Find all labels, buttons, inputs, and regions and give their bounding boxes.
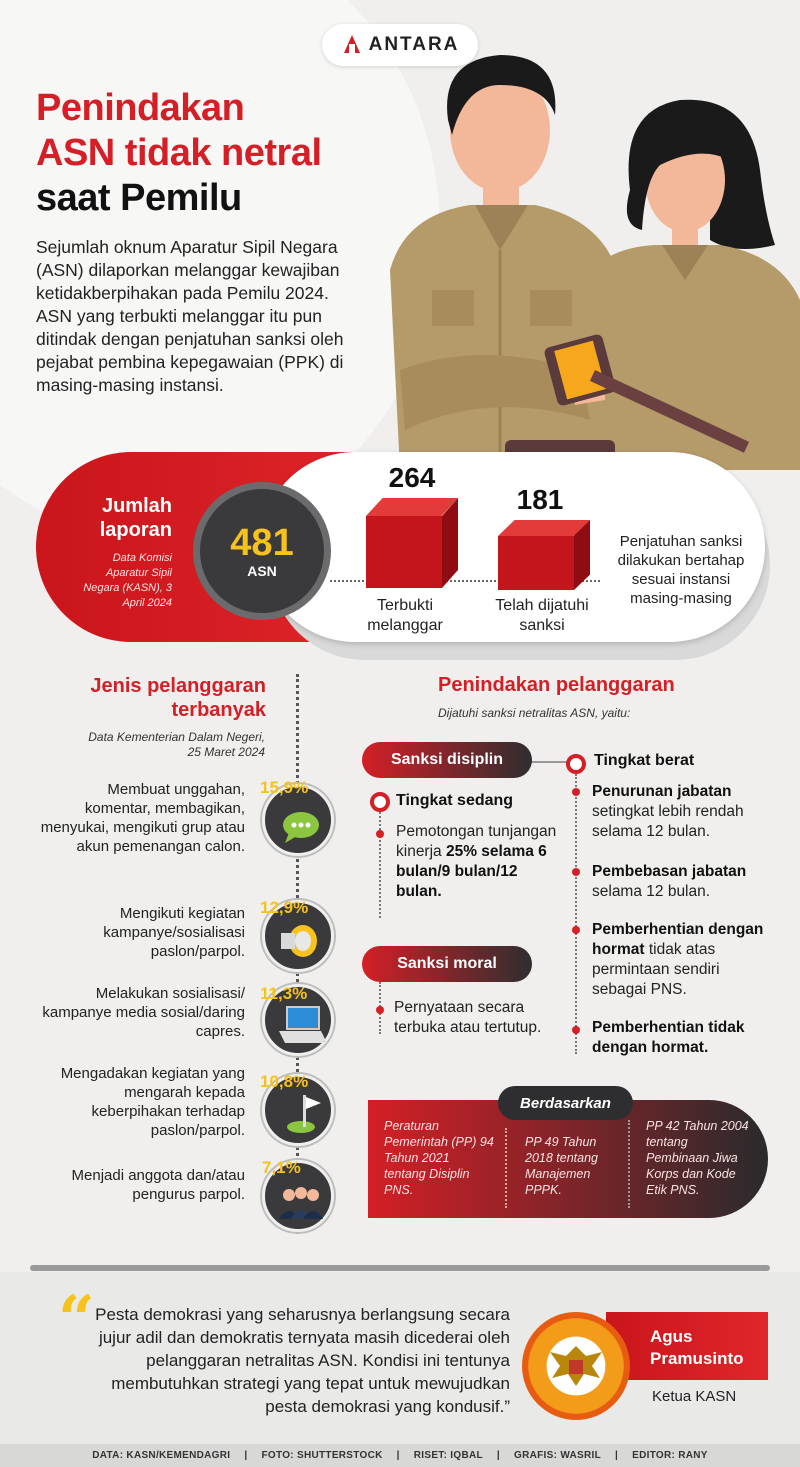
speaker-name: Agus Pramusinto (650, 1327, 744, 1368)
sanksi-disiplin-pill: Sanksi disiplin (362, 742, 532, 778)
intro-paragraph: Sejumlah oknum Aparatur Sipil Negara (ASN) dilaporkan melanggar kewajiban ketidakberpihakan pada Pemilu 2024. ASN yang terbukti melanggar itu pun ditindak dengan penjatuhan sanksi oleh pejabat pembina kepegawaian (PPK) di masing-masing instansi. (36, 237, 344, 395)
berat-2-bold: Pembebasan jabatan (592, 863, 747, 880)
sanctioned-value: 181 (516, 484, 564, 515)
antara-mark-icon (341, 34, 363, 56)
legal-basis-3: PP 42 Tahun 2004 tentang Pembinaan Jiwa Korps dan Kode Etik PNS. (646, 1119, 749, 1197)
total-reports-circle (193, 482, 331, 620)
credit-data: DATA: KASN/KEMENDAGRI (92, 1450, 231, 1461)
sedang-line (379, 812, 381, 918)
sanksi-moral-pill: Sanksi moral (362, 946, 532, 982)
sedang-node (370, 792, 390, 812)
violation-5-pct: 7,1% (262, 1158, 301, 1177)
moral-bullet (376, 1006, 384, 1014)
title-line-3: saat Pemilu (36, 177, 242, 219)
antara-logo (322, 24, 478, 66)
legal-basis-1: Peraturan Pemerintah (PP) 94 Tahun 2021 tentang Disiplin PNS. (384, 1119, 494, 1197)
moral-text: Pernyataan secara terbuka atau tertutup. (394, 999, 542, 1036)
sedang-bullet (376, 830, 384, 838)
credit-sep-4: | (615, 1450, 619, 1461)
section-separator (30, 1265, 770, 1271)
speaker-role: Ketua KASN (652, 1388, 737, 1405)
berat-1-text (592, 782, 772, 842)
proven-label: Terbukti melanggar (367, 597, 443, 634)
enforcement-title: Penindakan pelanggaran (438, 674, 675, 696)
violations-source: Data Kementerian Dalam Negeri, 25 Maret 2024 (88, 730, 265, 759)
berat-3-bullet (572, 926, 580, 934)
berat-2-normal: selama 12 bulan. (592, 883, 711, 900)
credit-research: RISET: IQBAL (413, 1450, 483, 1461)
berat-4-bullet (572, 1026, 580, 1034)
proven-value: 264 (388, 462, 436, 493)
credit-sep-1: | (244, 1450, 248, 1461)
violation-1-text: Membuat unggahan, komentar, membagikan, menyukai, mengikuti grup atau akun pemenangan calon. (40, 781, 245, 855)
credit-graphics: GRAFIS: WASRIL (514, 1450, 602, 1461)
credits-footer (0, 1444, 800, 1467)
berat-3-text (592, 920, 772, 1000)
sedang-title: Tingkat sedang (396, 792, 514, 809)
total-reports-value: 481 (230, 522, 294, 564)
berat-2-text (592, 862, 772, 902)
violation-2-text: Mengikuti kegiatan kampanye/sosialisasi paslon/parpol. (103, 905, 245, 960)
civil-servants-illustration (380, 40, 800, 470)
berat-2-bullet (572, 868, 580, 876)
garuda-icon (522, 1312, 630, 1420)
violation-5-text: Menjadi anggota dan/atau pengurus parpol. (71, 1167, 245, 1203)
quote-mark-icon: “ (58, 1282, 95, 1357)
sedang-text-bold: 25% selama 6 bulan/9 bulan/12 bulan. (396, 843, 547, 900)
berat-node (566, 754, 586, 774)
berat-1-normal: setingkat lebih rendah selama 12 bulan. (592, 803, 744, 840)
page-title (36, 86, 322, 221)
violation-2-pct: 12,9% (260, 898, 309, 917)
violation-4-pct: 10,8% (260, 1072, 309, 1091)
title-line-2: ASN tidak netral (36, 132, 322, 174)
berat-1-bullet (572, 788, 580, 796)
berat-4-bold: Pemberhentian tidak dengan hormat. (592, 1019, 745, 1056)
berat-3-normal: tidak atas permintaan sendiri sebagai PNS. (592, 941, 720, 998)
berat-title: Tingkat berat (594, 752, 695, 769)
violation-1-pct: 15,9% (260, 778, 309, 797)
total-reports-unit: ASN (247, 563, 277, 579)
credit-editor: EDITOR: RANY (632, 1450, 708, 1461)
legal-basis-label: Berdasarkan (498, 1086, 633, 1120)
legal-basis-2: PP 49 Tahun 2018 tentang Manajemen PPPK. (525, 1135, 598, 1197)
credit-sep-2: | (396, 1450, 400, 1461)
quote-text: Pesta demokrasi yang seharusnya berlangsung secara jujur adil dan demokratis ternyata masih dicederai oleh pelanggaran netralitas ASN. Kondisi ini tentunya membutuhkan strategi yang tepat untuk mewujudkan pesta demokrasi yang kondusif.” (95, 1305, 510, 1416)
logo-text: ANTARA (368, 34, 460, 55)
title-line-1: Penindakan (36, 87, 245, 129)
enforcement-subtitle: Dijatuhi sanksi netralitas ASN, yaitu: (438, 706, 631, 720)
violation-3-text: Melakukan sosialisasi/ kampanye media sosial/daring capres. (42, 985, 245, 1040)
garuda-emblem (522, 1312, 630, 1420)
legal-divider-1 (505, 1128, 507, 1208)
violation-3-pct: 11,3% (260, 984, 308, 1003)
violations-title: Jenis pelanggaran terbanyak (90, 675, 266, 721)
sanction-note: Penjatuhan sanksi dilakukan bertahap sesuai instansi masing-masing (617, 533, 745, 607)
reports-source: Data Komisi Aparatur Sipil Negara (KASN), 3 April 2024 (83, 552, 172, 609)
sedang-text-normal: Pemotongan tunjangan kinerja (396, 823, 557, 860)
credit-sep-3: | (496, 1450, 501, 1461)
berat-3-bold: Pemberhentian dengan hormat (592, 921, 764, 958)
reports-title: Jumlah laporan (99, 495, 172, 541)
sedang-text (396, 822, 566, 902)
berat-1-bold: Penurunan jabatan (592, 783, 732, 800)
sanctioned-label: Telah dijatuhi sanksi (495, 597, 589, 634)
berat-line (575, 774, 577, 1054)
legal-divider-2 (628, 1120, 630, 1208)
violation-4-text: Mengadakan kegiatan yang mengarah kepada keberpihakan terhadap paslon/parpol. (60, 1065, 245, 1139)
berat-4-text (592, 1018, 772, 1058)
credit-photo: FOTO: SHUTTERSTOCK (261, 1450, 383, 1461)
